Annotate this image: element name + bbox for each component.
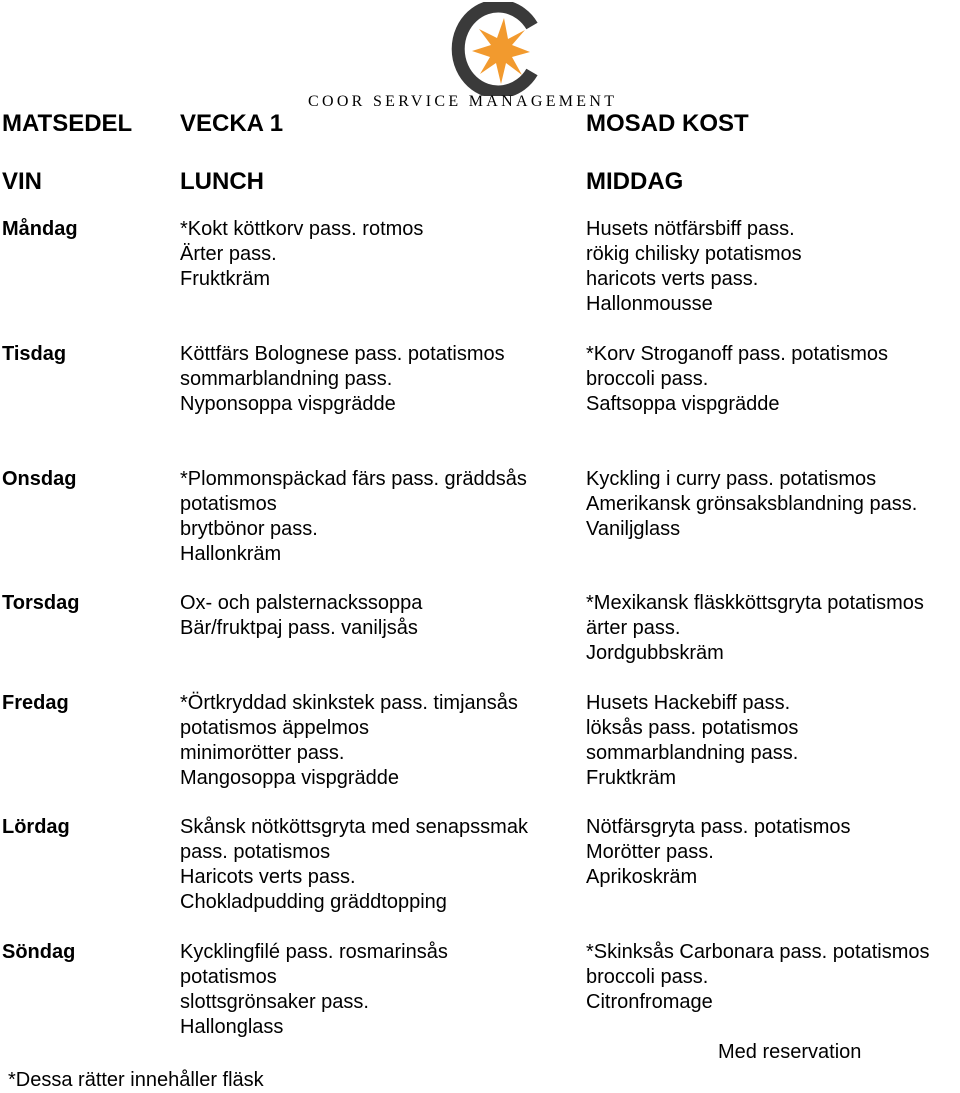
- lunch-line: Chokladpudding gräddtopping: [180, 891, 447, 913]
- day-name: Onsdag: [2, 468, 77, 490]
- lunch-menu: [180, 217, 423, 292]
- dinner-line: Vaniljglass: [586, 518, 681, 540]
- diet-label: MOSAD KOST: [586, 110, 749, 137]
- dinner-line: haricots verts pass.: [586, 268, 759, 290]
- lunch-line: slottsgrönsaker pass.: [180, 991, 369, 1013]
- page-title: MATSEDEL: [2, 110, 133, 137]
- dinner-line: Husets nötfärsbiff pass.: [586, 218, 795, 240]
- day-name: Torsdag: [2, 592, 80, 614]
- dinner-menu: [586, 467, 917, 542]
- column-header-lunch: LUNCH: [180, 168, 264, 195]
- dinner-line: *Mexikansk fläskköttsgryta potatismos: [586, 592, 924, 614]
- logo-brand-text: COOR SERVICE MANAGEMENT: [308, 93, 618, 110]
- reservation-note: Med reservation: [718, 1041, 862, 1063]
- dinner-line: Amerikansk grönsaksblandning pass.: [586, 493, 918, 515]
- dinner-line: sommarblandning pass.: [586, 742, 799, 764]
- lunch-line: *Kokt köttkorv pass. rotmos: [180, 218, 424, 240]
- lunch-menu: [180, 467, 527, 567]
- lunch-line: Nyponsoppa vispgrädde: [180, 393, 396, 415]
- day-name: Måndag: [2, 218, 78, 240]
- dinner-menu: [586, 940, 930, 1015]
- lunch-menu: [180, 591, 422, 641]
- dinner-line: Fruktkräm: [586, 767, 676, 789]
- lunch-line: Köttfärs Bolognese pass. potatismos: [180, 343, 505, 365]
- dinner-menu: [586, 591, 924, 666]
- lunch-line: Ox- och palsternackssoppa: [180, 592, 423, 614]
- dinner-line: Citronfromage: [586, 991, 713, 1013]
- dinner-line: Nötfärsgryta pass. potatismos: [586, 816, 851, 838]
- dinner-line: rökig chilisky potatismos: [586, 243, 802, 265]
- column-header-dinner: MIDDAG: [586, 168, 684, 195]
- logo-emblem-icon: [448, 2, 542, 96]
- dinner-menu: [586, 815, 851, 890]
- day-name: Söndag: [2, 941, 76, 963]
- lunch-line: sommarblandning pass.: [180, 368, 393, 390]
- lunch-line: Fruktkräm: [180, 268, 270, 290]
- week-label: VECKA 1: [180, 110, 284, 137]
- dinner-line: *Skinksås Carbonara pass. potatismos: [586, 941, 930, 963]
- dinner-line: broccoli pass.: [586, 966, 709, 988]
- dinner-menu: [586, 342, 888, 417]
- lunch-line: pass. potatismos: [180, 841, 331, 863]
- lunch-menu: [180, 691, 518, 791]
- column-header-day: VIN: [2, 168, 43, 195]
- pork-legend: *Dessa rätter innehåller fläsk: [8, 1069, 264, 1091]
- dinner-line: Saftsoppa vispgrädde: [586, 393, 780, 415]
- dinner-menu: [586, 217, 802, 317]
- dinner-line: Kyckling i curry pass. potatismos: [586, 468, 877, 490]
- dinner-line: ärter pass.: [586, 617, 681, 639]
- day-name: Lördag: [2, 816, 70, 838]
- dinner-line: Morötter pass.: [586, 841, 714, 863]
- lunch-line: Skånsk nötköttsgryta med senapssmak: [180, 816, 528, 838]
- lunch-line: Bär/fruktpaj pass. vaniljsås: [180, 617, 418, 639]
- lunch-menu: [180, 940, 448, 1040]
- dinner-line: *Korv Stroganoff pass. potatismos: [586, 343, 889, 365]
- star-icon: [472, 18, 530, 84]
- dinner-menu: [586, 691, 798, 791]
- lunch-line: Mangosoppa vispgrädde: [180, 767, 400, 789]
- dinner-line: löksås pass. potatismos: [586, 717, 799, 739]
- day-name: Fredag: [2, 692, 69, 714]
- dinner-line: Aprikoskräm: [586, 866, 698, 888]
- lunch-line: minimorötter pass.: [180, 742, 345, 764]
- lunch-line: potatismos: [180, 966, 277, 988]
- day-name: Tisdag: [2, 343, 67, 365]
- dinner-line: Hallonmousse: [586, 293, 713, 315]
- lunch-line: *Örtkryddad skinkstek pass. timjansås: [180, 692, 518, 714]
- dinner-line: broccoli pass.: [586, 368, 709, 390]
- lunch-line: Hallonkräm: [180, 543, 282, 565]
- lunch-line: brytbönor pass.: [180, 518, 318, 540]
- lunch-line: Hallonglass: [180, 1016, 284, 1038]
- dinner-line: Jordgubbskräm: [586, 642, 724, 664]
- lunch-line: Ärter pass.: [180, 243, 277, 265]
- lunch-line: potatismos: [180, 493, 277, 515]
- dinner-line: Husets Hackebiff pass.: [586, 692, 791, 714]
- lunch-line: Kycklingfilé pass. rosmarinsås: [180, 941, 448, 963]
- lunch-menu: [180, 342, 505, 417]
- lunch-line: *Plommonspäckad färs pass. gräddsås: [180, 468, 527, 490]
- lunch-line: potatismos äppelmos: [180, 717, 369, 739]
- lunch-line: Haricots verts pass.: [180, 866, 356, 888]
- lunch-menu: [180, 815, 528, 915]
